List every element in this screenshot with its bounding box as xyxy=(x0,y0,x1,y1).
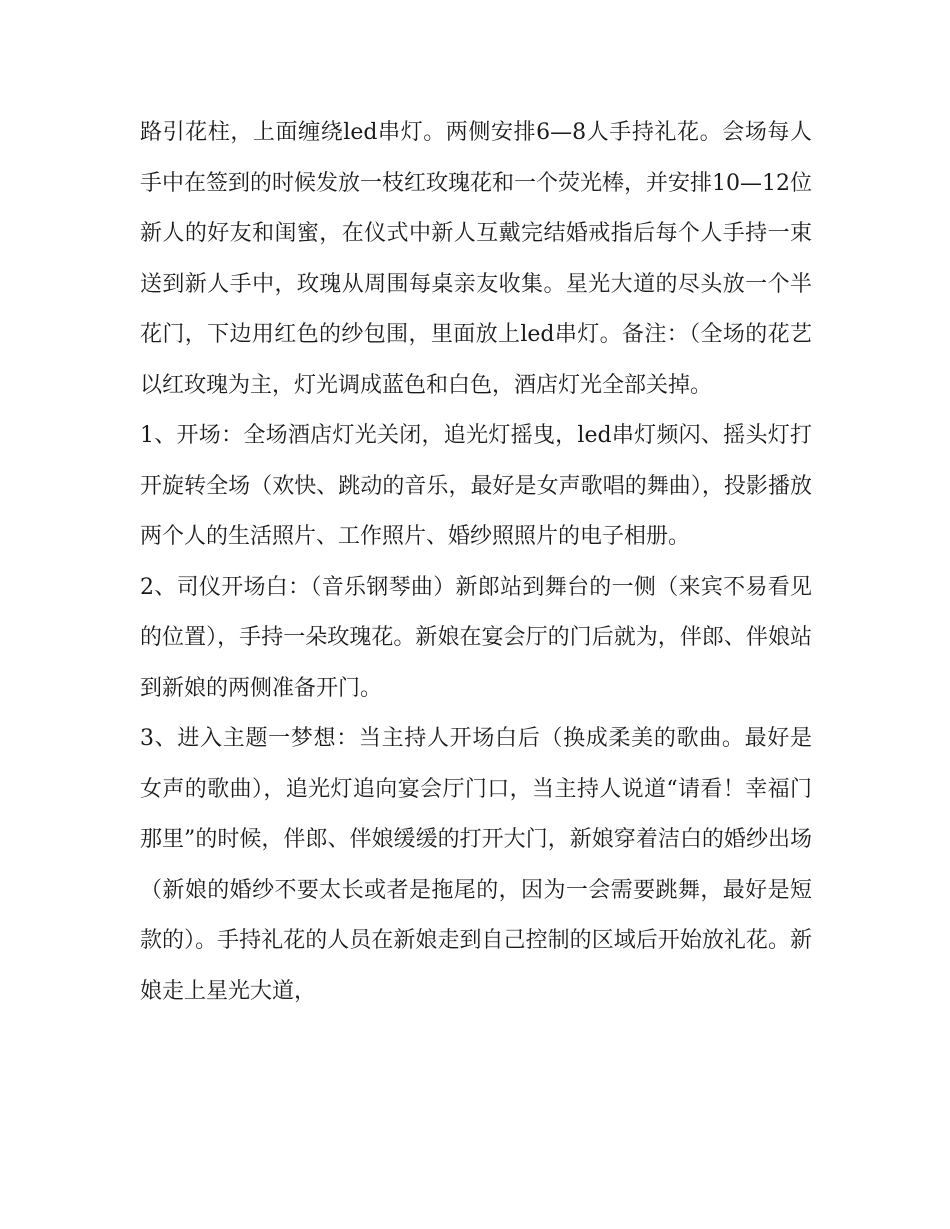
paragraph-step-3-theme-dream: 3、进入主题一梦想：当主持人开场白后（换成柔美的歌曲。最好是女声的歌曲），追光灯追向宴会厅门口，当主持人说道“请看！幸福门那里”的时候，伴郎、伴娘缓缓的打开大门，新娘穿着洁白的婚纱出场（新娘的婚纱不要太长或者是拖尾的，因为一会需要跳舞，最好是短款的）。手持礼花的人员在新娘走到自己控制的区域后开始放礼花。新娘走上星光大道， xyxy=(140,726,812,1004)
paragraph-intro: 路引花柱，上面缠绕led串灯。两侧安排6—8人手持礼花。会场每人手中在签到的时候发放一枝红玫瑰花和一个荧光棒，并安排10—12位新人的好友和闺蜜，在仪式中新人互戴完结婚戒指后每个人手持一束送到新人手中，玫瑰从周围每桌亲友收集。星光大道的尽头放一个半花门，下边用红色的纱包围，里面放上led串灯。备注：（全场的花艺以红玫瑰为主，灯光调成蓝色和白色，酒店灯光全部关掉。 xyxy=(140,120,812,398)
paragraph-step-2-host-opening: 2、司仪开场白：（音乐钢琴曲）新郎站到舞台的一侧（来宾不易看见的位置），手持一朵玫瑰花。新娘在宴会厅的门后就为，伴郎、伴娘站到新娘的两侧准备开门。 xyxy=(140,574,812,701)
document-body xyxy=(140,108,812,1017)
paragraph-step-1-opening: 1、开场：全场酒店灯光关闭，追光灯摇曳，led串灯频闪、摇头灯打开旋转全场（欢快、跳动的音乐，最好是女声歌唱的舞曲），投影播放两个人的生活照片、工作照片、婚纱照照片的电子相册。 xyxy=(140,423,812,549)
